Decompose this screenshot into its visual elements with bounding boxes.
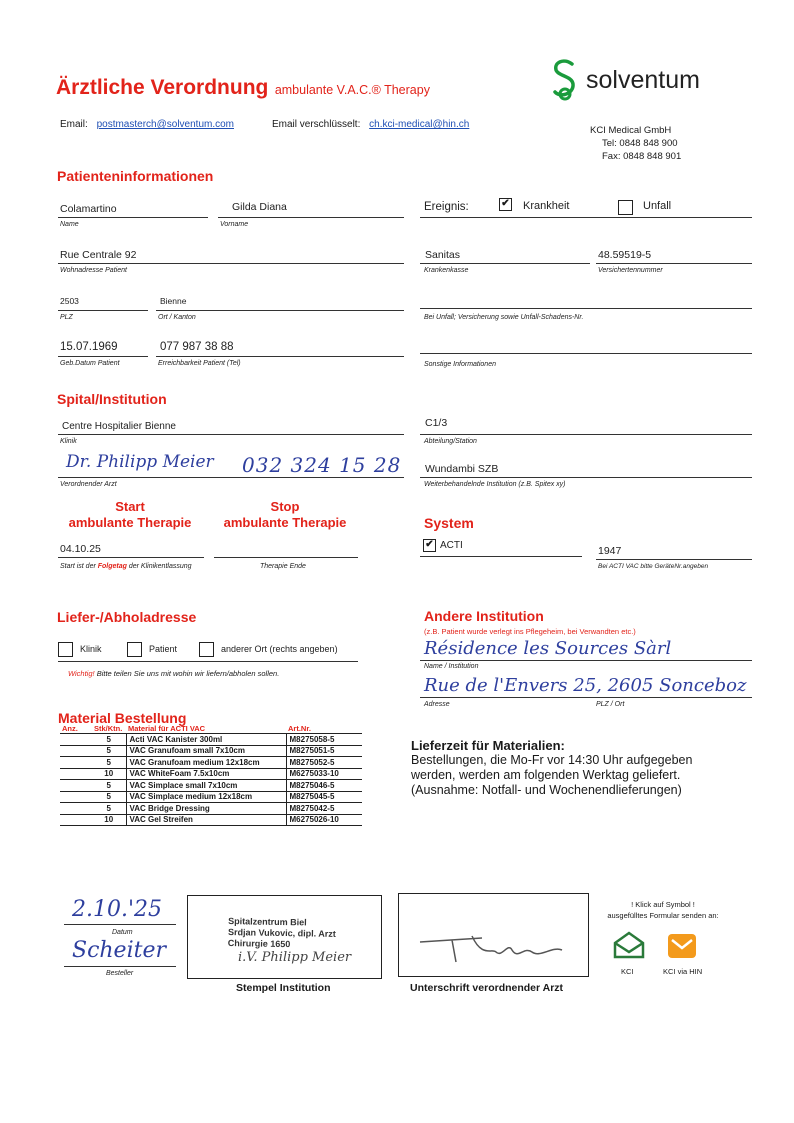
besteller-label: Besteller [106,970,134,977]
abteilung-line [420,434,752,435]
dob-line [58,356,148,357]
unfall-info-label: Bei Unfall; Versicherung sowie Unfall-Schadens-Nr. [424,314,584,321]
plz-line [58,310,148,311]
logo-text: solventum [586,66,700,94]
lieferzeit-line2: werden, werden am folgenden Werktag geliefert. [411,768,681,782]
material-row [60,757,362,769]
stamp-line1: Spitalzentrum Biel [228,916,307,928]
material-artnr-cell: M8275045-5 [286,791,362,803]
acti-checkbox[interactable]: ✔ [423,539,436,552]
acti-label: ACTI [440,540,463,551]
sonstige-line [420,353,752,354]
abteilung-value[interactable]: C1/3 [425,417,448,429]
material-name-cell: VAC Gel Streifen [126,814,286,826]
material-artnr-cell: M6275033-10 [286,768,362,780]
material-pack-cell: 10 [92,814,126,826]
versnr-label: Versichertennummer [598,267,663,274]
vorname-label: Vorname [220,221,249,228]
material-qty-cell[interactable] [60,757,92,769]
delivery-other-label: anderer Ort (rechts angeben) [221,644,338,654]
start-title-1: Start [115,499,145,514]
patient-ort[interactable]: Bienne [160,296,187,306]
material-row [60,791,362,803]
geraet-nr[interactable]: 1947 [598,545,622,557]
material-row [60,803,362,815]
col-artnr: Art.Nr. [286,724,362,734]
spital-section-title: Spital/Institution [57,391,167,407]
company-block [590,124,681,163]
material-row [60,745,362,757]
email-enc-row [272,119,469,130]
material-name-cell: VAC WhiteFoam 7.5x10cm [126,768,286,780]
kci-label: KCI [621,967,634,976]
tel-line [156,356,404,357]
address-label: Wohnadresse Patient [60,267,127,274]
start-note-b: Folgetag [97,563,127,570]
click-note [598,899,728,921]
title-sub: ambulante V.A.C.® Therapy [274,83,430,97]
sonstige-label: Sonstige Informationen [424,361,496,368]
stamp-text [228,916,336,951]
material-row [60,814,362,826]
unfall-info-line [420,308,752,309]
material-pack-cell: 5 [92,780,126,792]
delivery-line [58,661,358,662]
stop-title [212,499,358,531]
col-material: Material für ACTI VAC [126,724,286,734]
stamp-label: Stempel Institution [236,982,331,994]
other-inst-addr-label: Adresse [424,701,450,708]
email-enc-link[interactable]: ch.kci-medical@hin.ch [369,119,470,130]
company-fax: Fax: 0848 848 901 [602,151,682,162]
material-header-row [60,724,362,734]
patient-tel[interactable]: 077 987 38 88 [160,341,234,353]
patient-section-title: Patienteninformationen [57,168,214,184]
material-artnr-cell: M8275046-5 [286,780,362,792]
address-line [58,263,404,264]
stop-title-2: ambulante Therapie [223,515,347,530]
krankenkasse[interactable]: Sanitas [425,249,461,261]
company-tel: Tel: 0848 848 900 [602,138,678,149]
end-label: Therapie Ende [260,563,306,570]
stop-line [214,557,358,558]
hin-label: KCI via HIN [663,967,703,976]
event-label: Ereignis: [424,201,469,213]
col-stk: Stk/Ktn. [92,724,126,734]
patient-vorname-line [218,217,404,218]
start-note-a: Start ist der [60,563,96,570]
email-row [60,119,234,130]
hin-mail-icon[interactable] [667,933,697,959]
delivery-patient-checkbox[interactable] [127,642,142,657]
material-artnr-cell: M6275026-10 [286,814,362,826]
kasse-label: Krankenkasse [424,267,469,274]
other-inst-addr-hand[interactable]: Rue de l'Envers 25, 2605 Sonceboz [424,675,747,696]
material-pack-cell: 5 [92,791,126,803]
material-name-cell: VAC Bridge Dressing [126,803,286,815]
other-inst-addr-line [420,697,752,698]
company-name: KCI Medical GmbH [590,125,672,136]
kasse-line [420,263,590,264]
material-pack-cell: 5 [92,745,126,757]
arzt-handwritten[interactable]: Dr. Philipp Meier [66,452,214,472]
material-name-cell: VAC Granufoam small 7x10cm [126,745,286,757]
krankheit-checkbox[interactable]: ✔ [499,198,512,211]
plz-label: PLZ [60,314,73,321]
date-line [64,924,176,925]
arzt-label: Verordnender Arzt [60,481,117,488]
geraet-line [596,559,752,560]
material-artnr-cell: M8275051-5 [286,745,362,757]
weiter-label: Weiterbehandelnde Institution (z.B. Spitex xy) [424,481,566,488]
solventum-logo [550,58,710,104]
email-label: Email: [60,119,88,130]
patient-name-line [58,217,208,218]
besteller-handwritten[interactable]: Scheiter [72,938,166,963]
stamp-line3: Chirurgie 1650 [227,938,291,950]
date-label: Datum [112,929,133,936]
delivery-klinik-checkbox[interactable] [58,642,73,657]
start-note [60,563,192,570]
lieferzeit-title: Lieferzeit für Materialien: [411,738,565,753]
event-line [420,217,752,218]
title-main: Ärztliche Verordnung [56,76,269,99]
material-table-body [60,734,362,826]
material-pack-cell: 10 [92,768,126,780]
start-line [58,557,204,558]
weiter-value[interactable]: Wundambi SZB [425,463,499,475]
klinik-label: Klinik [60,438,77,445]
material-qty-cell[interactable] [60,745,92,757]
lieferzeit-line1: Bestellungen, die Mo-Fr vor 14:30 Uhr aufgegeben [411,753,693,767]
besteller-line [64,966,176,967]
material-qty-cell[interactable] [60,768,92,780]
ort-label: Ort / Kanton [158,314,196,321]
dob-label: Geb.Datum Patient [60,360,120,367]
material-qty-cell[interactable] [60,803,92,815]
tel-label: Erreichbarkeit Patient (Tel) [158,360,241,367]
versichertennummer[interactable]: 48.59519-5 [598,249,652,261]
unfall-checkbox[interactable] [618,200,633,215]
patient-vorname[interactable]: Gilda Diana [232,201,287,213]
stamp-line2: Srdjan Vukovic, dipl. Arzt [227,927,336,939]
date-handwritten[interactable]: 2.10.'25 [72,897,163,922]
delivery-patient-label: Patient [149,644,178,654]
material-pack-cell: 5 [92,734,126,746]
lieferzeit-line3: (Ausnahme: Notfall- und Wochenendlieferungen) [411,783,682,797]
weiter-line [420,477,752,478]
material-name-cell: VAC Simplace medium 12x18cm [126,791,286,803]
klinik-line [58,434,404,435]
unfall-label: Unfall [643,200,672,212]
warning-text: Bitte teilen Sie uns mit wohin wir liefern/abholen sollen. [96,669,280,678]
other-inst-note: (z.B. Patient wurde verlegt ins Pflegeheim, bei Verwandten etc.) [424,627,636,636]
stop-title-1: Stop [270,499,300,514]
material-row [60,734,362,746]
arzt-phone-handwritten[interactable]: 032 324 15 28 [242,453,402,477]
material-table [60,724,362,826]
email-link[interactable]: postmasterch@solventum.com [96,119,234,130]
lieferzeit-block [411,738,692,798]
patient-address[interactable]: Rue Centrale 92 [60,249,137,261]
material-artnr-cell: M8275052-5 [286,757,362,769]
col-anz: Anz. [60,724,92,734]
signature-label: Unterschrift verordnender Arzt [410,982,564,994]
other-inst-plz-label: PLZ / Ort [596,701,625,708]
material-pack-cell: 5 [92,757,126,769]
material-qty-cell[interactable] [60,814,92,826]
other-inst-name-label: Name / Institution [424,663,479,670]
acti-line [420,556,582,557]
click-note-1: ! Klick auf Symbol ! [631,900,695,909]
name-label: Name [60,221,79,228]
material-artnr-cell: M8275042-5 [286,803,362,815]
klinik-value[interactable]: Centre Hospitalier Bienne [62,421,176,432]
abteilung-label: Abteilung/Station [424,438,477,445]
solventum-s-icon [550,58,580,102]
form-title [56,76,430,100]
material-qty-cell[interactable] [60,734,92,746]
other-inst-title: Andere Institution [424,608,544,624]
system-section-title: System [424,515,474,531]
kci-mail-icon[interactable] [613,931,645,959]
material-row [60,768,362,780]
delivery-warning [68,669,279,678]
email-enc-label: Email verschlüsselt: [272,119,361,130]
start-note-c: der Klinikentlassung [128,563,192,570]
versnr-line [596,263,752,264]
delivery-section-title: Liefer-/Abholadresse [57,609,197,625]
other-inst-name-hand[interactable]: Résidence les Sources Sàrl [424,638,672,659]
start-date[interactable]: 04.10.25 [60,543,101,555]
material-row [60,780,362,792]
delivery-other-checkbox[interactable] [199,642,214,657]
delivery-klinik-label: Klinik [80,644,102,654]
geraet-label: Bei ACTI VAC bitte GeräteNr.angeben [598,563,709,570]
click-note-2: ausgefülltes Formular senden an: [607,911,719,920]
patient-dob[interactable]: 15.07.1969 [60,341,118,353]
material-qty-cell[interactable] [60,780,92,792]
start-title [58,499,202,531]
material-section-title: Material Bestellung [58,710,187,726]
material-qty-cell[interactable] [60,791,92,803]
material-artnr-cell: M8275058-5 [286,734,362,746]
arzt-line [58,477,404,478]
krankheit-label: Krankheit [523,200,570,212]
signature-scribble [412,928,582,968]
warning-word: Wichtig! [68,669,95,678]
patient-plz[interactable]: 2503 [60,296,79,306]
material-name-cell: VAC Granufoam medium 12x18cm [126,757,286,769]
material-name-cell: VAC Simplace small 7x10cm [126,780,286,792]
stamp-handwritten: i.V. Philipp Meier [238,950,352,965]
start-title-2: ambulante Therapie [68,515,192,530]
material-name-cell: Acti VAC Kanister 300ml [126,734,286,746]
patient-name[interactable]: Colamartino [60,203,117,215]
material-pack-cell: 5 [92,803,126,815]
other-inst-name-line [420,660,752,661]
ort-line [156,310,404,311]
